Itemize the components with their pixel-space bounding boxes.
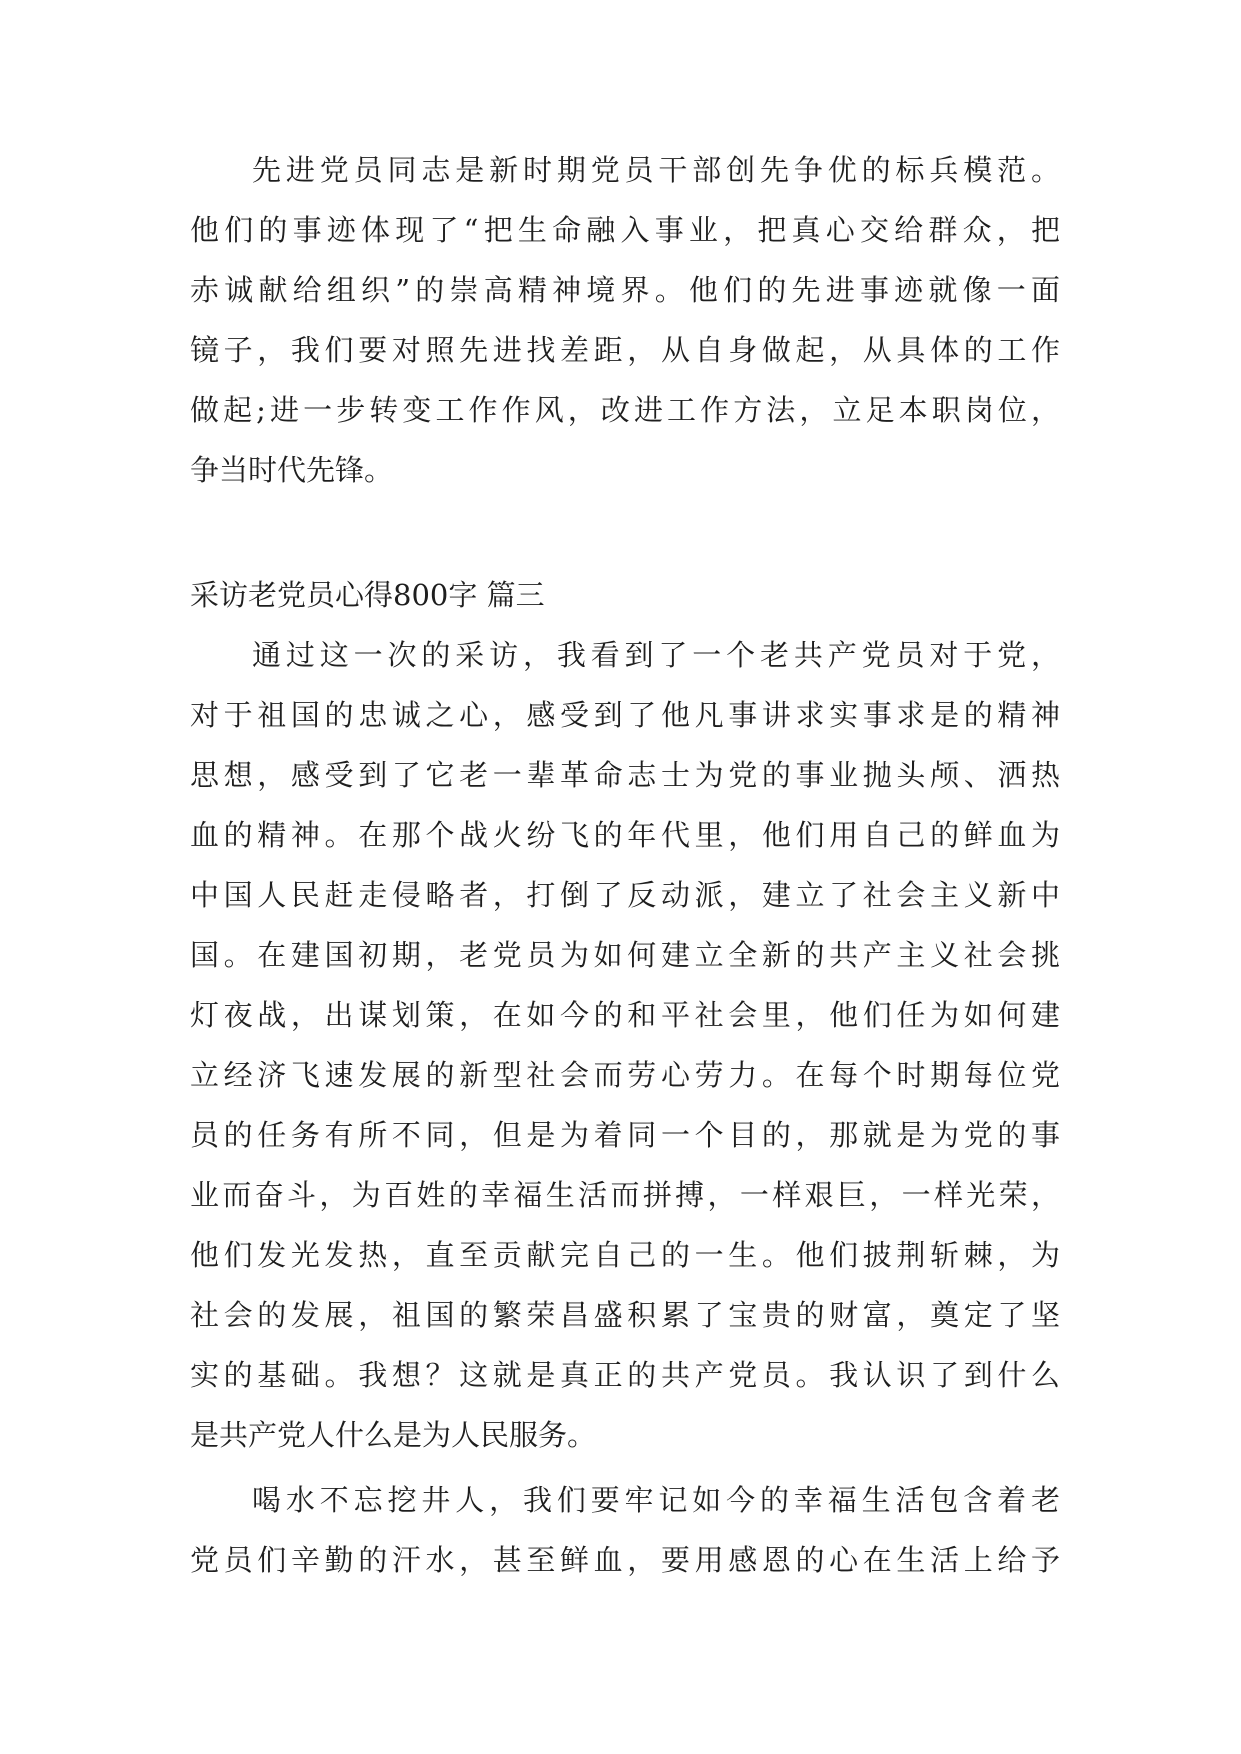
paragraph-line: 喝水不忘挖井人，我们要牢记如今的幸福生活包含着老 (252, 1483, 1060, 1517)
paragraph-line: 是共产党人什么是为人民服务。 (190, 1418, 597, 1452)
paragraph-line: 他们的事迹体现了“把生命融入事业，把真心交给群众，把 (190, 213, 1060, 247)
paragraph-line: 实的基础。我想？这就是真正的共产党员。我认识了到什么 (190, 1358, 1060, 1392)
paragraph-line: 社会的发展，祖国的繁荣昌盛积累了宝贵的财富，奠定了坚 (190, 1298, 1060, 1332)
paragraph-line: 立经济飞速发展的新型社会而劳心劳力。在每个时期每位党 (190, 1058, 1060, 1092)
paragraph-line: 先进党员同志是新时期党员干部创先争优的标兵模范。 (252, 153, 1060, 187)
paragraph-line: 赤诚献给组织”的崇高精神境界。他们的先进事迹就像一面 (190, 273, 1060, 307)
paragraph-line: 血的精神。在那个战火纷飞的年代里，他们用自己的鲜血为 (190, 818, 1060, 852)
paragraph-line: 员的任务有所不同，但是为着同一个目的，那就是为党的事 (190, 1118, 1060, 1152)
paragraph-line: 中国人民赶走侵略者，打倒了反动派，建立了社会主义新中 (190, 878, 1060, 912)
paragraph-line: 思想，感受到了它老一辈革命志士为党的事业抛头颅、洒热 (190, 758, 1060, 792)
paragraph-line: 争当时代先锋。 (190, 453, 394, 487)
paragraph-line: 做起;进一步转变工作作风，改进工作方法，立足本职岗位， (190, 393, 1060, 427)
paragraph-line: 国。在建国初期，老党员为如何建立全新的共产主义社会挑 (190, 938, 1060, 972)
paragraph-line: 业而奋斗，为百姓的幸福生活而拼搏，一样艰巨，一样光荣， (190, 1178, 1060, 1212)
paragraph-line: 灯夜战，出谋划策，在如今的和平社会里，他们任为如何建 (190, 998, 1060, 1032)
section-heading: 采访老党员心得800字 篇三 (190, 578, 545, 612)
paragraph-line: 他们发光发热，直至贡献完自己的一生。他们披荆斩棘，为 (190, 1238, 1060, 1272)
paragraph-line: 对于祖国的忠诚之心，感受到了他凡事讲求实事求是的精神 (190, 698, 1060, 732)
paragraph-line: 党员们辛勤的汗水，甚至鲜血，要用感恩的心在生活上给予 (190, 1543, 1060, 1577)
paragraph-line: 通过这一次的采访，我看到了一个老共产党员对于党， (252, 638, 1060, 672)
paragraph-line: 镜子，我们要对照先进找差距，从自身做起，从具体的工作 (190, 333, 1060, 367)
